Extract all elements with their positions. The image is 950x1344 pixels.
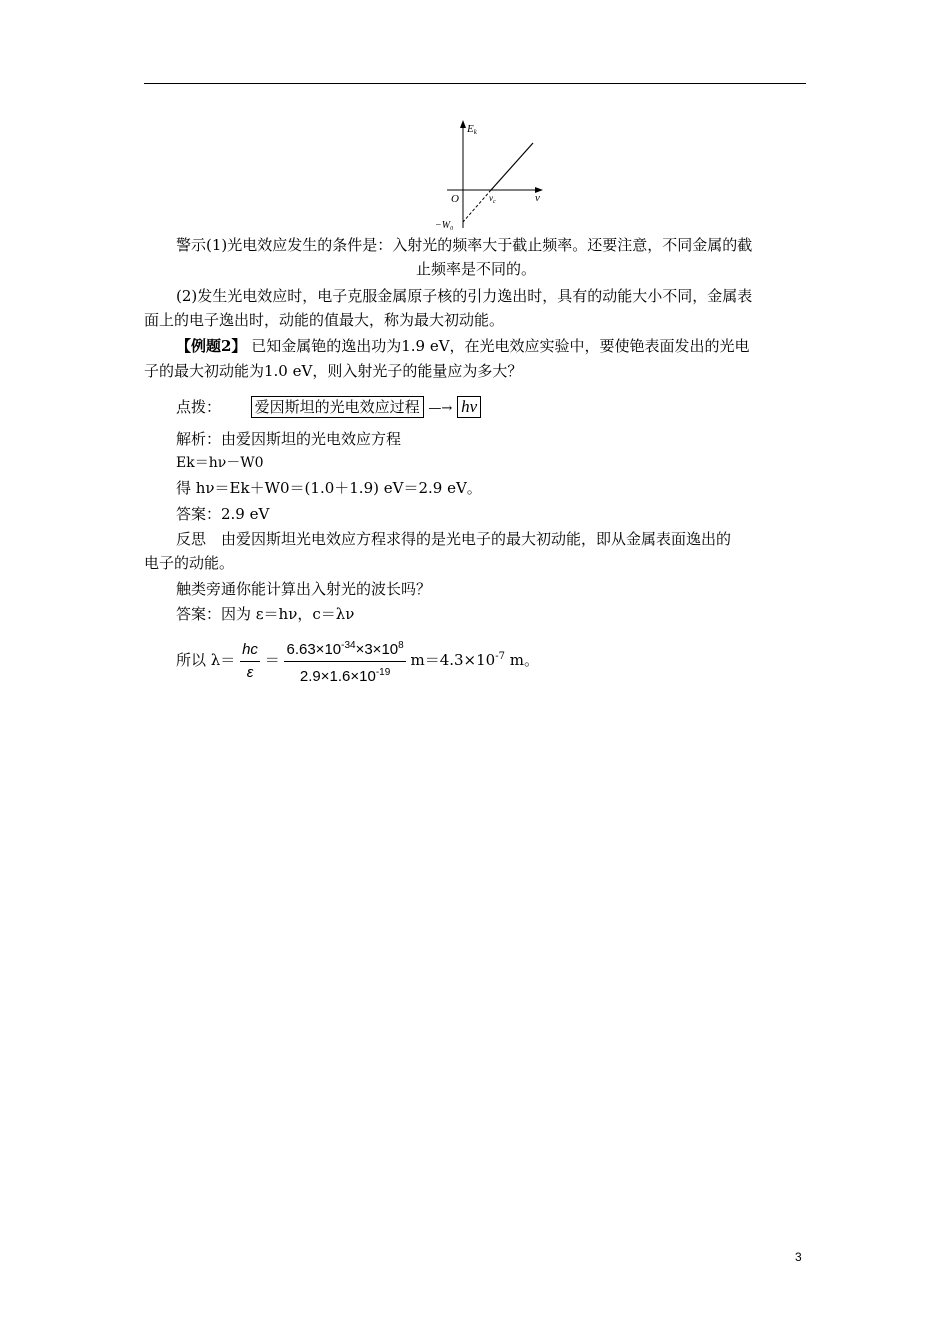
answer-2: 答案：因为 ε＝hν，c＝λν — [176, 605, 355, 623]
final-suffix: $m=4.3\times 10^{-7}$ m。 — [410, 651, 539, 669]
answer-1: 答案：2.9 eV — [176, 505, 270, 523]
fraction-1-denominator: ε — [246, 663, 254, 681]
fraction-1-numerator: hc — [240, 639, 260, 662]
equation-2: 得 hν＝Ek＋W0＝(1.0＋1.9) eV＝2.9 eV。 — [176, 479, 482, 497]
fraction-hc-over-epsilon — [240, 639, 260, 684]
example-label: 【例题2】 — [176, 337, 247, 355]
example-line-1 — [176, 335, 840, 357]
hint-process-box: 爱因斯坦的光电效应过程 — [251, 396, 424, 418]
ek-line — [491, 143, 533, 190]
origin-label: O — [451, 193, 459, 205]
x-axis-label: ν — [535, 192, 540, 204]
y-axis-arrow — [460, 120, 466, 128]
final-prefix: 所以 λ＝ — [176, 651, 236, 669]
hint-arrow: —→ — [428, 401, 453, 416]
cutoff-label: $\nu_c$ — [489, 193, 496, 205]
hint-line — [176, 396, 840, 420]
page-number: 3 — [795, 1250, 802, 1264]
fraction-2-denominator: $2.9\times 1.6\times 10^{-19}$ — [299, 666, 391, 685]
extend-question: 触类旁通你能计算出入射光的波长吗？ — [176, 580, 432, 598]
hint-result-box: hν — [457, 396, 481, 418]
final-equals: ＝ — [264, 651, 280, 669]
fraction-2-numerator: $6.63\times 10^{-34}\times 3\times 10^8$ — [284, 635, 405, 662]
final-formula — [176, 632, 840, 685]
equation-1: Ek＝hν－W0 — [176, 455, 264, 471]
reflect-line-1: 反思 由爱因斯坦光电效应方程求得的是光电子的最大初动能，即从金属表面逸出的 — [176, 530, 732, 548]
ek-nu-graph — [425, 118, 550, 236]
analysis-line: 解析：由爱因斯坦的光电效应方程 — [176, 430, 402, 448]
note2-line-2: 面上的电子逸出时，动能的值最大，称为最大初动能。 — [144, 311, 505, 329]
warning-line-1: 警示(1)光电效应发生的条件是：入射光的频率大于截止频率。还要注意，不同金属的截 — [176, 236, 753, 254]
example-text: 已知金属铯的逸出功为1.9 eV，在光电效应实验中，要使铯表面发出的光电 — [251, 337, 750, 355]
note2-line-1: (2)发生光电效应时，电子克服金属原子核的引力逸出时，具有的动能大小不同，金属表 — [176, 287, 753, 305]
example-line-2: 子的最大初动能为1.0 eV，则入射光子的能量应为多大？ — [144, 362, 523, 380]
header-rule — [144, 83, 806, 84]
hint-label: 点拨： — [176, 398, 222, 416]
fraction-numeric — [284, 635, 405, 688]
ek-line-extension — [463, 190, 491, 222]
intercept-label: $-W_0$ — [435, 220, 454, 232]
y-axis-label: Ek — [467, 123, 477, 136]
warning-line-2: 止频率是不同的。 — [415, 260, 536, 278]
reflect-line-2: 电子的动能。 — [144, 554, 235, 572]
